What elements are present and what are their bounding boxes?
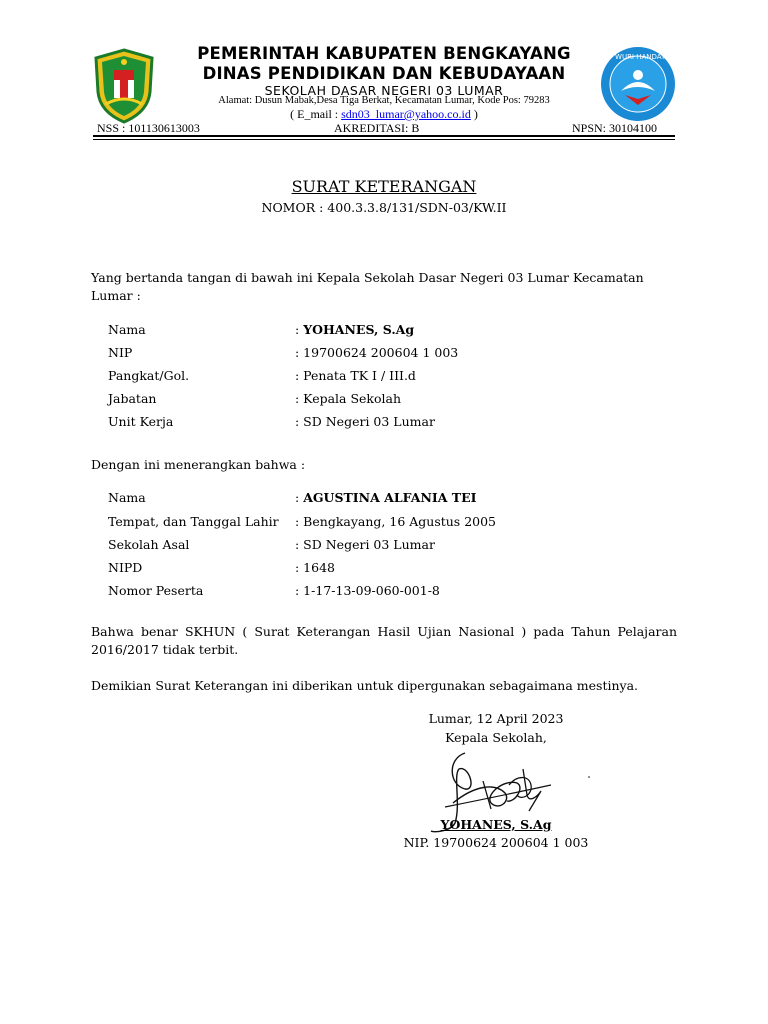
accreditation: AKREDITASI: B [334,121,420,135]
student-birth-label: Tempat, dan Tanggal Lahir [108,514,279,529]
intro-paragraph: Yang bertanda tangan di bawah ini Kepala Sekolah Dasar Negeri 03 Lumar Kecamatan Lumar : [91,270,644,303]
email-link[interactable]: sdn03_lumar@yahoo.co.id [341,107,471,121]
student-nipd-label: NIPD [108,560,143,575]
signer-rank-label: Pangkat/Gol. [108,368,190,383]
signer-nip-label: NIP [108,345,133,360]
signer-rank-value: : Penata TK I / III.d [295,368,416,383]
letterhead-government: PEMERINTAH KABUPATEN BENGKAYANG [197,44,571,63]
letterhead-email: ( E_mail : sdn03_lumar@yahoo.co.id ) [290,107,478,121]
letterhead-school: SEKOLAH DASAR NEGERI 03 LUMAR [264,83,504,98]
letterhead-address: Alamat: Dusun Mabak,Desa Tiga Berkat, Kecamatan Lumar, Kode Pos: 79283 [218,95,550,106]
npsn-number: NPSN: 30104100 [572,121,658,135]
student-name-value: : AGUSTINA ALFANIA TEI [295,490,477,505]
student-exam-number-value: : 1-17-13-09-060-001-8 [295,583,440,598]
place-and-date: Lumar, 12 April 2023 [428,711,564,726]
signer-position-label: Jabatan [108,391,157,406]
student-nipd-value: : 1648 [295,560,335,575]
closing-paragraph: Demikian Surat Keterangan ini diberikan untuk dipergunakan sebagaimana mestinya. [91,678,639,693]
letterhead-department: DINAS PENDIDIKAN DAN KEBUDAYAAN [202,64,566,83]
signer-position-value: : Kepala Sekolah [295,391,402,406]
signer-nip-value: : 19700624 200604 1 003 [295,345,459,360]
statement-paragraph: Bahwa benar SKHUN ( Surat Keterangan Hasil Ujian Nasional ) pada Tahun Pelajaran 2016/2017 tidak terbit. [91,624,677,657]
document-title: SURAT KETERANGAN [291,177,477,196]
nss-number: NSS : 101130613003 [97,121,200,135]
svg-text:TUT WURI HANDAYANI: TUT WURI HANDAYANI [599,53,677,61]
student-birth-value: : Bengkayang, 16 Agustus 2005 [295,514,497,529]
signer-title: Kepala Sekolah, [445,730,547,745]
signer-name-signature: YOHANES, S.Ag [440,817,552,832]
letterhead-divider-thin [93,139,675,140]
student-school-value: : SD Negeri 03 Lumar [295,537,435,552]
signer-unit-value: : SD Negeri 03 Lumar [295,414,435,429]
signer-nip-signature: NIP. 19700624 200604 1 003 [403,835,589,850]
signer-name-value: : YOHANES, S.Ag [295,322,415,337]
student-exam-number-label: Nomor Peserta [108,583,204,598]
signer-unit-label: Unit Kerja [108,414,174,429]
document-number: NOMOR : 400.3.3.8/131/SDN-03/KW.II [261,200,507,215]
statement-intro: Dengan ini menerangkan bahwa : [91,457,306,472]
student-name-label: Nama [108,490,146,505]
letterhead-divider-thick [93,135,675,137]
student-school-label: Sekolah Asal [108,537,190,552]
signer-name-label: Nama [108,322,146,337]
